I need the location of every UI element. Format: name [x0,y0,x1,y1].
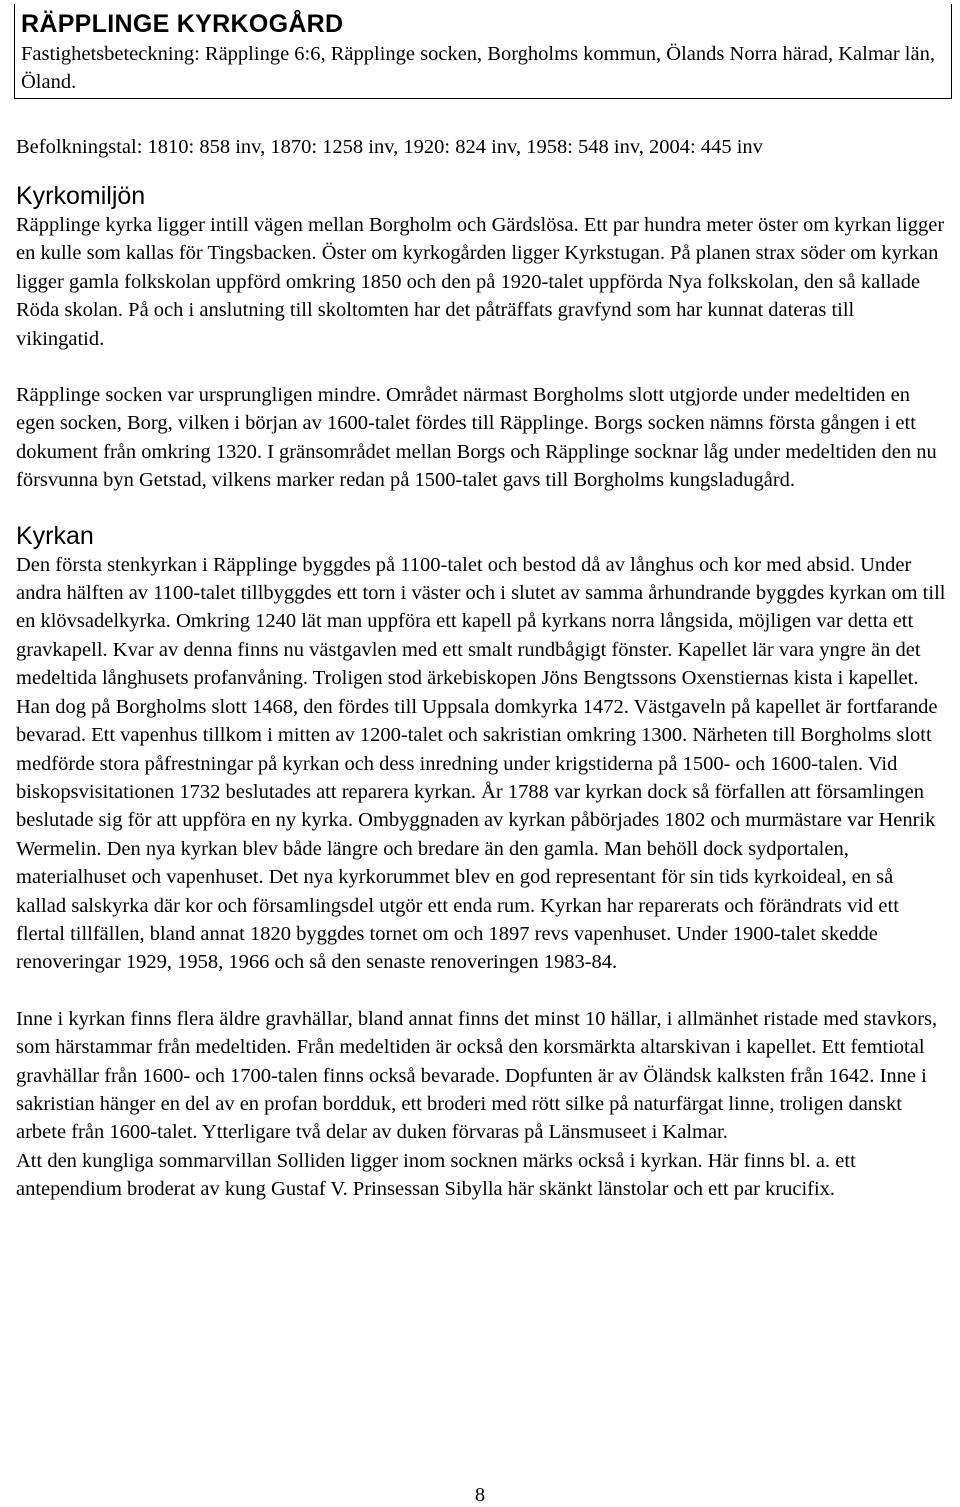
paragraph-kyrkomiljon-2: Räpplinge socken var ursprungligen mindre. Området närmast Borgholms slott utgjorde under medeltiden en egen socken, Borg, vilken i början av 1600-talet fördes till Räpplinge. Borgs socken nämns första gången i ett dokument från omkring 1320. I gränsområdet mellan Borgs och Räpplinge socknar låg under medeltiden den nu försvunna byn Getstad, vilkens marker redan på 1500-talet gavs till Borgholms kungsladugård. [16,384,937,492]
document-title: RÄPPLINGE KYRKOGÅRD [21,10,344,38]
title-box [14,4,952,99]
paragraph-kyrkan-3: Att den kungliga sommarvillan Solliden ligger inom socknen märks också i kyrkan. Här finns bl. a. ett antependium broderat av kung Gustaf V. Prinsessan Sibylla här skänkt länstolar och ett par krucifix. [16,1149,856,1201]
population-figures: Befolkningstal: 1810: 858 inv, 1870: 1258 inv, 1920: 824 inv, 1958: 548 inv, 2004: 445 inv [16,136,763,158]
paragraph-kyrkan-1: Den första stenkyrkan i Räpplinge byggdes på 1100-talet och bestod då av långhus och kor med absid. Under andra hälften av 1100-talet tillbyggdes ett torn i väster och i slutet av samma århundrande byggdes kyrkan om till en klövsadelkyrka. Omkring 1240 lät man uppföra ett kapell på kyrkans norra långsida, möjligen var detta ett gravkapell. Kvar av denna finns nu västgavlen med ett smalt rundbågigt fönster. Kapellet lär vara yngre än det medeltida långhusets profanvåning. Troligen stod ärkebiskopen Jöns Bengtssons Oxenstiernas kista i kapellet. Han dog på Borgholms slott 1468, den fördes till Uppsala domkyrka 1472. Västgaveln på kapellet är fortfarande bevarad. Ett vapenhus tillkom i mitten av 1200-talet och sakristian omkring 1300. Närheten till Borgholms slott medförde stora påfrestningar på kyrkan och dess inredning under krigstiderna på 1500- och 1600-talen. Vid biskopsvisitationen 1732 beslutades att reparera kyrkan. År 1788 var kyrkan dock så förfallen att församlingen beslutade sig för att uppföra en ny kyrka. Ombyggnaden av kyrkan påbörjades 1802 och murmästare var Henrik Wermelin. Den nya kyrkan blev både längre och bredare än den gamla. Man behöll dock sydportalen, materialhuset och vapenhuset. Det nya kyrkorummet blev en god representant för sin tids kyrkoideal, en så kallad salskyrka där kor och församlingsdel utgör ett enda rum. Kyrkan har reparerats och förändrats vid ett flertal tillfällen, bland annat 1820 byggdes tornet om och 1897 revs vapenhuset. Under 1900-talet skedde renoveringar 1929, 1958, 1966 och så den senaste renoveringen 1983-84. [16,553,946,974]
paragraph-kyrkan-2: Inne i kyrkan finns flera äldre gravhällar, bland annat finns det minst 10 hällar, i allmänhet ristade med stavkors, som härstammar från medeltiden. Från medeltiden är också den korsmärkta altarskivan i kapellet. Ett femtiotal gravhällar från 1600- och 1700-talen finns också bevarade. Dopfunten är av Öländsk kalksten från 1642. Inne i sakristian hänger en del av en profan bordduk, ett broderi med rött silke på naturfärgat linne, troligen danskt arbete från 1600-talet. Ytterligare två delar av duken förvaras på Länsmuseet i Kalmar. [16,1007,938,1144]
section-heading-kyrkan: Kyrkan [16,521,94,550]
property-designation: Fastighetsbeteckning: Räpplinge 6:6, Räpplinge socken, Borgholms kommun, Ölands Norra härad, Kalmar län, Öland. [21,43,935,93]
paragraph-kyrkomiljon-1: Räpplinge kyrka ligger intill vägen mellan Borgholm och Gärdslösa. Ett par hundra meter öster om kyrkan ligger en kulle som kallas för Tingsbacken. Öster om kyrkogården ligger Kyrkstugan. På planen strax söder om kyrkan ligger gamla folkskolan uppförd omkring 1850 och den på 1920-talet uppförda Nya folkskolan, den så kallade Röda skolan. På och i anslutning till skoltomten har det påträffats gravfynd som har kunnat dateras till vikingatid. [16,214,945,350]
document-page [14,0,950,1204]
section-heading-kyrkomiljon: Kyrkomiljön [16,182,146,210]
page-number: 8 [474,1484,486,1506]
